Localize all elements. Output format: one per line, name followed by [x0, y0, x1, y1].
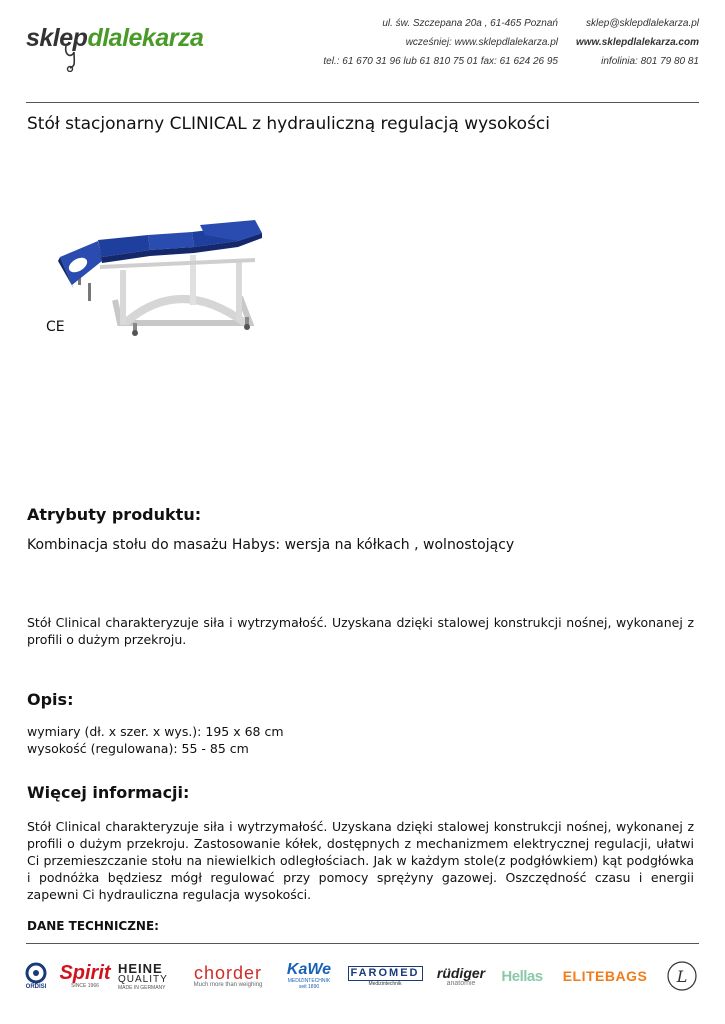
ordisi-emblem-icon [25, 962, 47, 984]
spirit-logo[interactable]: Spirit SINCE 1966 [59, 962, 111, 989]
stethoscope-icon [62, 44, 86, 72]
faromed-logo[interactable]: FAROMED Medizintechnik [346, 958, 424, 994]
ordisi-logo[interactable]: ORDISI [22, 958, 50, 994]
kawe-logo[interactable]: KaWe MEDIZINTECHNIK seit 1890 [286, 961, 332, 990]
product-title: Stół stacjonarny CLINICAL z hydrauliczną regulacją wysokości [27, 114, 550, 134]
website-link[interactable]: www.sklepdlalekarza.com [575, 37, 699, 48]
svg-text:L: L [676, 967, 688, 986]
hellas-logo[interactable]: Hellas [501, 967, 543, 985]
littmann-logo[interactable] [664, 958, 700, 994]
rudiger-logo[interactable]: rüdiger anatomie [436, 964, 486, 987]
dimensions-line: wymiary (dł. x szer. x wys.): 195 x 68 cm [27, 724, 284, 739]
footer-divider [26, 943, 699, 944]
product-image [40, 205, 290, 355]
email-link[interactable]: sklep@sklepdlalekarza.pl [586, 18, 699, 29]
chorder-logo[interactable]: chorder Much more than weighing [193, 963, 263, 988]
hotline-number: infolinia: 801 79 80 81 [601, 56, 699, 67]
attributes-paragraph: Stół Clinical charakteryzuje siła i wytrzymałość. Uzyskana dzięki stalowej konstrukcji nośnej, wykonanej z profili o dużym przekroju. [27, 615, 694, 647]
technical-heading: DANE TECHNICZNE: [27, 919, 159, 933]
heine-logo[interactable]: HEINE QUALITY MADE IN GERMANY [118, 960, 168, 991]
more-info-paragraph: Stół Clinical charakteryzuje siła i wytrzymałość. Uzyskana dzięki stalowej konstrukcji nośnej, wykonanej z profili o dużym przekroju. Zastosowanie kółek, dostępnych z mechanizmem elektrycznej regulacji, ułatwi Ci przemieszczanie stołu na niewielkich odległościach. Jak w każdym stole(z podgłówkiem) kąt podgłówka i podnóżka będziesz mógł regulować przy pomocy sprężyny gazowej. Oszczędność czasu i energii zapewni Ci hydrauliczna regulacja wysokości. [27, 819, 694, 902]
header-divider [26, 102, 699, 103]
attributes-combination: Kombinacja stołu do masażu Habys: wersja na kółkach , wolnostojący [27, 537, 515, 553]
elitebags-logo[interactable]: ELITEBAGS [562, 968, 648, 984]
contact-address: ul. św. Szczepana 20a , 61-465 Poznań wcześniej: www.sklepdlalekarza.pl tel.: 61 670 31 96 lub 61 810 75 01 fax: 61 624 26 95 [323, 18, 558, 67]
ce-mark: CE [46, 319, 65, 335]
attributes-heading: Atrybuty produktu: [27, 505, 202, 524]
shop-logo[interactable]: sklepdlalekarza [26, 24, 204, 52]
more-info-heading: Więcej informacji: [27, 783, 190, 802]
contact-online [576, 14, 699, 71]
description-heading: Opis: [27, 690, 74, 709]
height-line: wysokość (regulowana): 55 - 85 cm [27, 741, 249, 756]
littmann-emblem-icon [666, 960, 698, 992]
